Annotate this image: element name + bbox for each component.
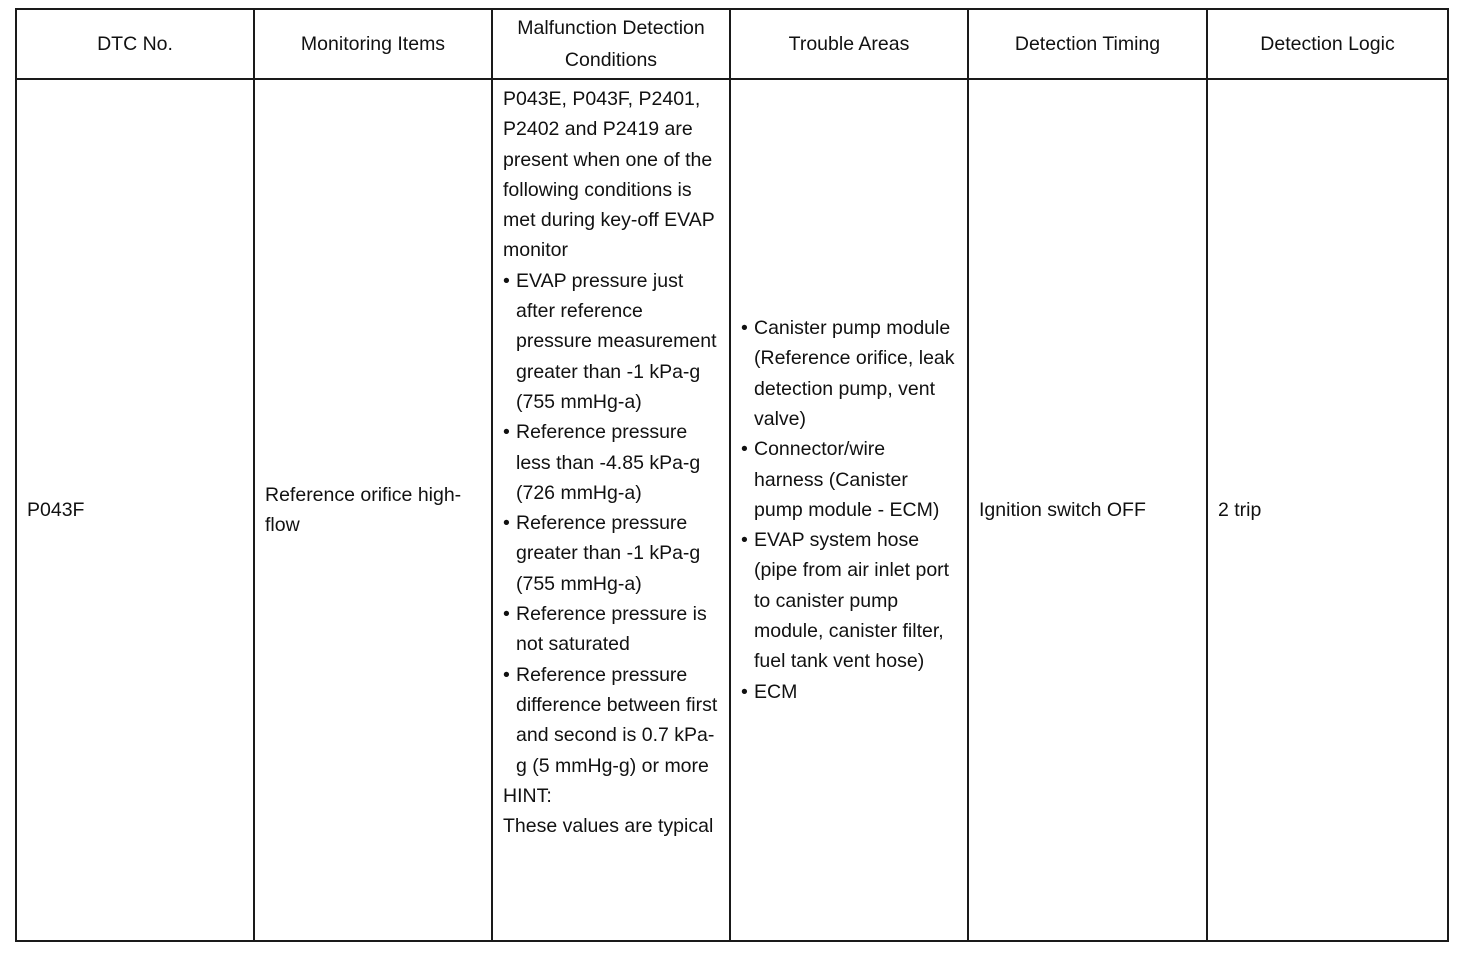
condition-item: • Reference pressure greater than -1 kPa-g (755 mmHg-a) xyxy=(503,508,719,599)
header-malfunction-detection-conditions: Malfunction Detection Conditions xyxy=(492,9,730,79)
header-dtc-no: DTC No. xyxy=(16,9,254,79)
cell-trouble-areas xyxy=(730,79,968,941)
trouble-area-item: • Connector/wire harness (Canister pump module - ECM) xyxy=(741,434,957,525)
table-row xyxy=(16,79,1448,941)
table-header-row xyxy=(16,9,1448,79)
header-trouble-areas: Trouble Areas xyxy=(730,9,968,79)
trouble-area-item: • EVAP system hose (pipe from air inlet port to canister pump module, canister filter, fuel tank vent hose) xyxy=(741,525,957,676)
hint-label: HINT: xyxy=(503,784,552,807)
cell-detection-timing: Ignition switch OFF xyxy=(968,79,1207,941)
dtc-table xyxy=(15,8,1449,942)
trouble-areas-list xyxy=(741,313,957,707)
conditions-list xyxy=(503,266,719,781)
cell-detection-conditions xyxy=(492,79,730,941)
condition-item: • Reference pressure less than -4.85 kPa-g (726 mmHg-a) xyxy=(503,417,719,508)
header-monitoring-items: Monitoring Items xyxy=(254,9,492,79)
cell-dtc-no: P043F xyxy=(16,79,254,941)
cell-monitoring-item: Reference orifice high-flow xyxy=(254,79,492,941)
conditions-intro: P043E, P043F, P2401, P2402 and P2419 are present when one of the following conditions is met during key-off EVAP monitor xyxy=(503,88,715,262)
condition-item: • Reference pressure is not saturated xyxy=(503,599,719,660)
trouble-area-item: • Canister pump module (Reference orifice, leak detection pump, vent valve) xyxy=(741,313,957,434)
condition-item: • EVAP pressure just after reference pressure measurement greater than -1 kPa-g (755 mmHg-a) xyxy=(503,266,719,417)
condition-item: • Reference pressure difference between first and second is 0.7 kPa-g (5 mmHg-g) or more xyxy=(503,660,719,781)
trouble-area-item: • ECM xyxy=(741,677,957,707)
header-detection-timing: Detection Timing xyxy=(968,9,1207,79)
header-detection-logic: Detection Logic xyxy=(1207,9,1448,79)
cell-detection-logic: 2 trip xyxy=(1207,79,1448,941)
hint-text: These values are typical xyxy=(503,815,714,838)
